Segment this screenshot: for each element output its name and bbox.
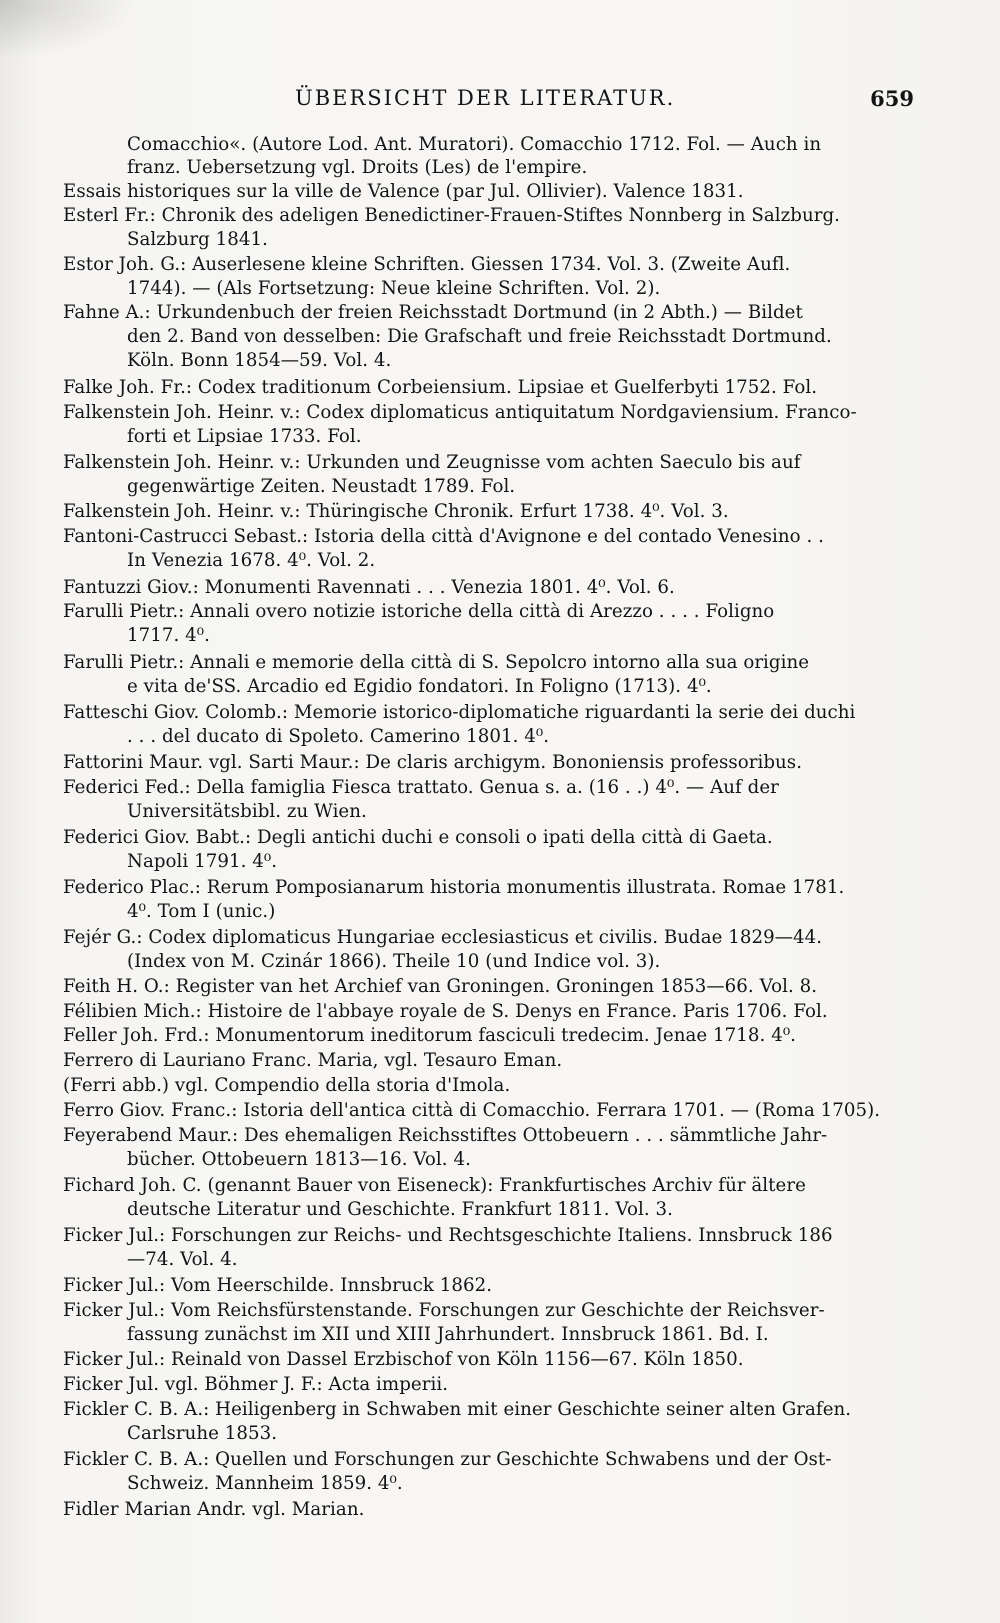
entry-line: forti et Lipsiae 1733. Fol. — [127, 426, 362, 447]
entry-line: Falke Joh. Fr.: Codex traditionum Corbeiensium. Lipsiae et Guelferbyti 1752. Fol. — [63, 377, 818, 398]
entry-line: fassung zunächst im XII und XIII Jahrhundert. Innsbruck 1861. Bd. I. — [127, 1324, 769, 1345]
entry-line: Essais historiques sur la ville de Valence (par Jul. Ollivier). Valence 1831. — [63, 181, 744, 202]
entry-line: Ferro Giov. Franc.: Istoria dell'antica città di Comacchio. Ferrara 1701. — (Roma 1705). — [63, 1100, 881, 1121]
scan-edge-shadow — [0, 0, 140, 60]
entry-line: gegenwärtige Zeiten. Neustadt 1789. Fol. — [127, 476, 516, 497]
entry-line: Ficker Jul.: Vom Heerschilde. Innsbruck 1862. — [63, 1275, 493, 1296]
entry-line: 4⁰. Tom I (unic.) — [127, 901, 276, 922]
entry-line: Fatteschi Giov. Colomb.: Memorie istorico-diplomatiche riguardanti la serie dei duchi — [63, 702, 856, 723]
entry-line: —74. Vol. 4. — [127, 1249, 238, 1270]
entry-line: Fahne A.: Urkundenbuch der freien Reichsstadt Dortmund (in 2 Abth.) — Bildet — [63, 302, 803, 323]
entry-line: Napoli 1791. 4⁰. — [127, 851, 278, 872]
entry-line: Falkenstein Joh. Heinr. v.: Thüringische Chronik. Erfurt 1738. 4⁰. Vol. 3. — [63, 501, 729, 522]
entry-line: (Ferri abb.) vgl. Compendio della storia d'Imola. — [63, 1075, 511, 1096]
entry-line: Feller Joh. Frd.: Monumentorum ineditorum fasciculi tredecim. Jenae 1718. 4⁰. — [63, 1025, 796, 1046]
page-header — [0, 86, 1000, 122]
entry-line: In Venezia 1678. 4⁰. Vol. 2. — [127, 550, 376, 571]
running-title: ÜBERSICHT DER LITERATUR. — [295, 86, 676, 110]
entry-line: Farulli Pietr.: Annali overo notizie istoriche della città di Arezzo . . . . Foligno — [63, 601, 775, 622]
entry-line: (Index von M. Czinár 1866). Theile 10 (und Indice vol. 3). — [127, 951, 661, 972]
entry-line: bücher. Ottobeuern 1813—16. Vol. 4. — [127, 1149, 471, 1170]
entry-line: Fidler Marian Andr. vgl. Marian. — [63, 1499, 365, 1520]
entry-line: franz. Uebersetzung vgl. Droits (Les) de l'empire. — [127, 157, 588, 178]
entry-line: Ferrero di Lauriano Franc. Maria, vgl. Tesauro Eman. — [63, 1050, 563, 1071]
entry-line: Fichard Joh. C. (genannt Bauer von Eiseneck): Frankfurtisches Archiv für ältere — [63, 1175, 806, 1196]
entry-line: Ficker Jul.: Reinald von Dassel Erzbischof von Köln 1156—67. Köln 1850. — [63, 1349, 744, 1370]
entry-line: den 2. Band von desselben: Die Grafschaft und freie Reichsstadt Dortmund. — [127, 326, 832, 347]
entry-line: Fickler C. B. A.: Heiligenberg in Schwaben mit einer Geschichte seiner alten Grafen. — [63, 1399, 852, 1420]
entry-line: Falkenstein Joh. Heinr. v.: Urkunden und Zeugnisse vom achten Saeculo bis auf — [63, 452, 801, 473]
entry-line: Universitätsbibl. zu Wien. — [127, 801, 367, 822]
entry-line: Federico Plac.: Rerum Pomposianarum historia monumentis illustrata. Romae 1781. — [63, 877, 845, 898]
entry-line: Fejér G.: Codex diplomaticus Hungariae ecclesiasticus et civilis. Budae 1829—44. — [63, 927, 823, 948]
entry-line: Federici Fed.: Della famiglia Fiesca trattato. Genua s. a. (16 . .) 4⁰. — Auf der — [63, 777, 779, 798]
entry-line: e vita de'SS. Arcadio ed Egidio fondatori. In Foligno (1713). 4⁰. — [127, 676, 712, 697]
entry-line: Köln. Bonn 1854—59. Vol. 4. — [127, 350, 392, 371]
entry-line: Fickler C. B. A.: Quellen und Forschungen zur Geschichte Schwabens und der Ost- — [63, 1449, 832, 1470]
entry-line: . . . del ducato di Spoleto. Camerino 1801. 4⁰. — [127, 726, 550, 747]
entry-line: Feyerabend Maur.: Des ehemaligen Reichsstiftes Ottobeuern . . . sämmtliche Jahr- — [63, 1125, 828, 1146]
entry-line: Ficker Jul. vgl. Böhmer J. F.: Acta imperii. — [63, 1374, 449, 1395]
entry-line: Comacchio«. (Autore Lod. Ant. Muratori). Comacchio 1712. Fol. — Auch in — [127, 134, 822, 155]
entry-line: Fantoni-Castrucci Sebast.: Istoria della città d'Avignone e del contado Venesino . . — [63, 526, 824, 547]
entry-line: Fantuzzi Giov.: Monumenti Ravennati . . . Venezia 1801. 4⁰. Vol. 6. — [63, 577, 675, 598]
entry-line: Federici Giov. Babt.: Degli antichi duchi e consoli o ipati della città di Gaeta. — [63, 827, 773, 848]
entry-line: Ficker Jul.: Vom Reichsfürstenstande. Forschungen zur Geschichte der Reichsver- — [63, 1300, 825, 1321]
entry-line: Félibien Mich.: Histoire de l'abbaye royale de S. Denys en France. Paris 1706. Fol. — [63, 1001, 828, 1022]
entry-line: Farulli Pietr.: Annali e memorie della città di S. Sepolcro intorno alla sua origine — [63, 652, 810, 673]
entry-line: deutsche Literatur und Geschichte. Frankfurt 1811. Vol. 3. — [127, 1199, 673, 1220]
page-number: 659 — [870, 86, 914, 111]
entry-line: 1744). — (Als Fortsetzung: Neue kleine Schriften. Vol. 2). — [127, 278, 661, 299]
entry-line: Feith H. O.: Register van het Archief van Groningen. Groningen 1853—66. Vol. 8. — [63, 976, 818, 997]
entry-line: Fattorini Maur. vgl. Sarti Maur.: De claris archigym. Bononiensis professoribus. — [63, 752, 803, 773]
entry-line: 1717. 4⁰. — [127, 625, 210, 646]
entry-line: Estor Joh. G.: Auserlesene kleine Schriften. Giessen 1734. Vol. 3. (Zweite Aufl. — [63, 254, 791, 275]
entry-line: Salzburg 1841. — [127, 229, 268, 250]
entry-line: Falkenstein Joh. Heinr. v.: Codex diplomaticus antiquitatum Nordgaviensium. Franco- — [63, 402, 857, 423]
entry-line: Schweiz. Mannheim 1859. 4⁰. — [127, 1473, 403, 1494]
entry-line: Carlsruhe 1853. — [127, 1423, 278, 1444]
entry-line: Esterl Fr.: Chronik des adeligen Benedictiner-Frauen-Stiftes Nonnberg in Salzburg. — [63, 205, 840, 226]
entry-line: Ficker Jul.: Forschungen zur Reichs- und Rechtsgeschichte Italiens. Innsbruck 186 — [63, 1225, 833, 1246]
